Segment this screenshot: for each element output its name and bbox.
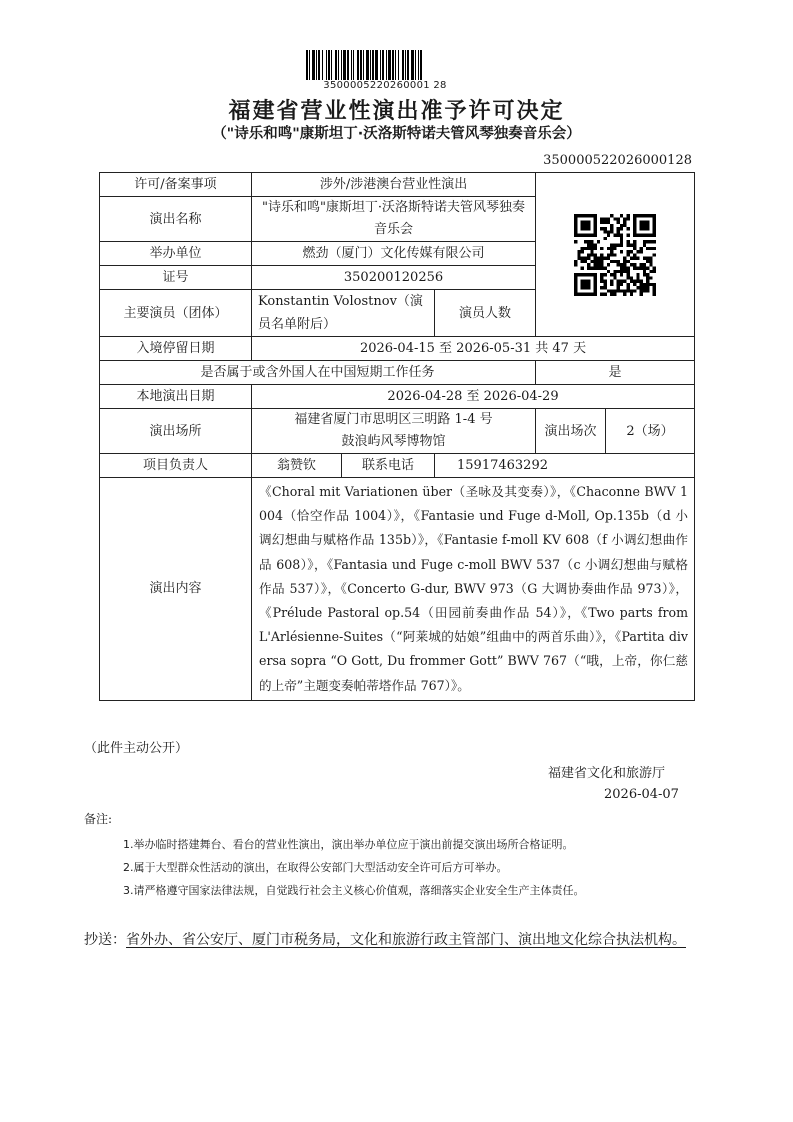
performer-value: Konstantin Volostnov（演员名单附后） xyxy=(252,290,435,337)
phone-value: 15917463292 xyxy=(435,454,695,478)
permit-table xyxy=(99,172,695,701)
issuer: 福建省文化和旅游厅 xyxy=(548,766,666,781)
foreign-work-label: 是否属于或含外国人在中国短期工作任务 xyxy=(100,361,536,385)
sessions-label: 演出场次 xyxy=(536,409,606,454)
permit-type-value: 涉外/涉港澳台营业性演出 xyxy=(252,173,536,197)
manager-value: 翁赞钦 xyxy=(252,454,342,478)
show-name-label: 演出名称 xyxy=(100,197,252,242)
phone-label: 联系电话 xyxy=(342,454,435,478)
barcode-number: 3500005220260001 28 xyxy=(323,80,447,91)
local-dates-label: 本地演出日期 xyxy=(100,385,252,409)
performer-label: 主要演员（团体） xyxy=(100,290,252,337)
cert-value: 350200120256 xyxy=(252,266,536,290)
performer-count-label: 演员人数 xyxy=(435,290,536,337)
venue-value xyxy=(252,409,536,454)
qr-code-cell xyxy=(536,173,695,337)
venue-label: 演出场所 xyxy=(100,409,252,454)
sessions-value: 2（场） xyxy=(606,409,695,454)
stay-label: 入境停留日期 xyxy=(100,337,252,361)
cc-label: 抄送： xyxy=(84,932,126,948)
note-item: 2.属于大型群众性活动的演出，在取得公安部门大型活动安全许可后方可举办。 xyxy=(123,861,508,874)
cc-line xyxy=(84,928,714,952)
organizer-label: 举办单位 xyxy=(100,242,252,266)
organizer-value: 燃劲（厦门）文化传媒有限公司 xyxy=(252,242,536,266)
venue-line2: 鼓浪屿风琴博物馆 xyxy=(341,434,446,449)
barcode xyxy=(306,50,464,80)
manager-label: 项目负责人 xyxy=(100,454,252,478)
issue-date: 2026-04-07 xyxy=(604,787,679,802)
local-dates-value: 2026-04-28 至 2026-04-29 xyxy=(252,385,695,409)
content-value: 《Choral mit Variationen über（圣咏及其变奏）》，《Chaconne BWV 1004（恰空作品 1004）》，《Fantasie und Fuge d-Moll, Op.135b（d 小调幻想曲与赋格作品 135b）》，《Fantasie f-moll KV 608（f 小调幻想曲作品 608）》，《Fantasia und Fuge c-moll BWV 537（c 小调幻想曲与赋格作品 537）》，《Concerto G-dur, BWV 973（G 大调协奏曲作品 973）》，《Prélude Pastoral op.54（田园前奏曲作品 54）》，《Two parts from L'Arlésienne-Suites（“阿莱城的姑娘”组曲中的两首乐曲）》，《Partita diversa sopra “O Gott, Du frommer Gott” BWV 767（“哦，上帝，你仁慈的上帝”主题变奏帕蒂塔作品 767）》。 xyxy=(252,478,695,701)
public-note: （此件主动公开） xyxy=(84,741,189,756)
venue-line1: 福建省厦门市思明区三明路 1-4 号 xyxy=(294,412,493,427)
content-label: 演出内容 xyxy=(100,478,252,701)
cc-recipients: 省外办、省公安厅、厦门市税务局，文化和旅游行政主管部门、演出地文化综合执法机构。 xyxy=(126,932,686,948)
notes-label: 备注: xyxy=(84,812,113,826)
stay-value: 2026-04-15 至 2026-05-31 共 47 天 xyxy=(252,337,695,361)
document-number: 350000522026000128 xyxy=(543,153,692,168)
page-subtitle: （"诗乐和鸣"康斯坦丁·沃洛斯特诺夫管风琴独奏音乐会） xyxy=(212,126,581,142)
foreign-work-value: 是 xyxy=(536,361,695,385)
cert-label: 证号 xyxy=(100,266,252,290)
permit-type-label: 许可/备案事项 xyxy=(100,173,252,197)
qr-code xyxy=(574,214,656,296)
note-item: 3.请严格遵守国家法律法规，自觉践行社会主义核心价值观，落细落实企业安全生产主体责任。 xyxy=(123,884,585,897)
show-name-value: "诗乐和鸣"康斯坦丁·沃洛斯特诺夫管风琴独奏音乐会 xyxy=(252,197,536,242)
note-item: 1.举办临时搭建舞台、看台的营业性演出，演出举办单位应于演出前提交演出场所合格证明。 xyxy=(123,838,574,851)
page-title: 福建省营业性演出准予许可决定 xyxy=(228,99,565,124)
